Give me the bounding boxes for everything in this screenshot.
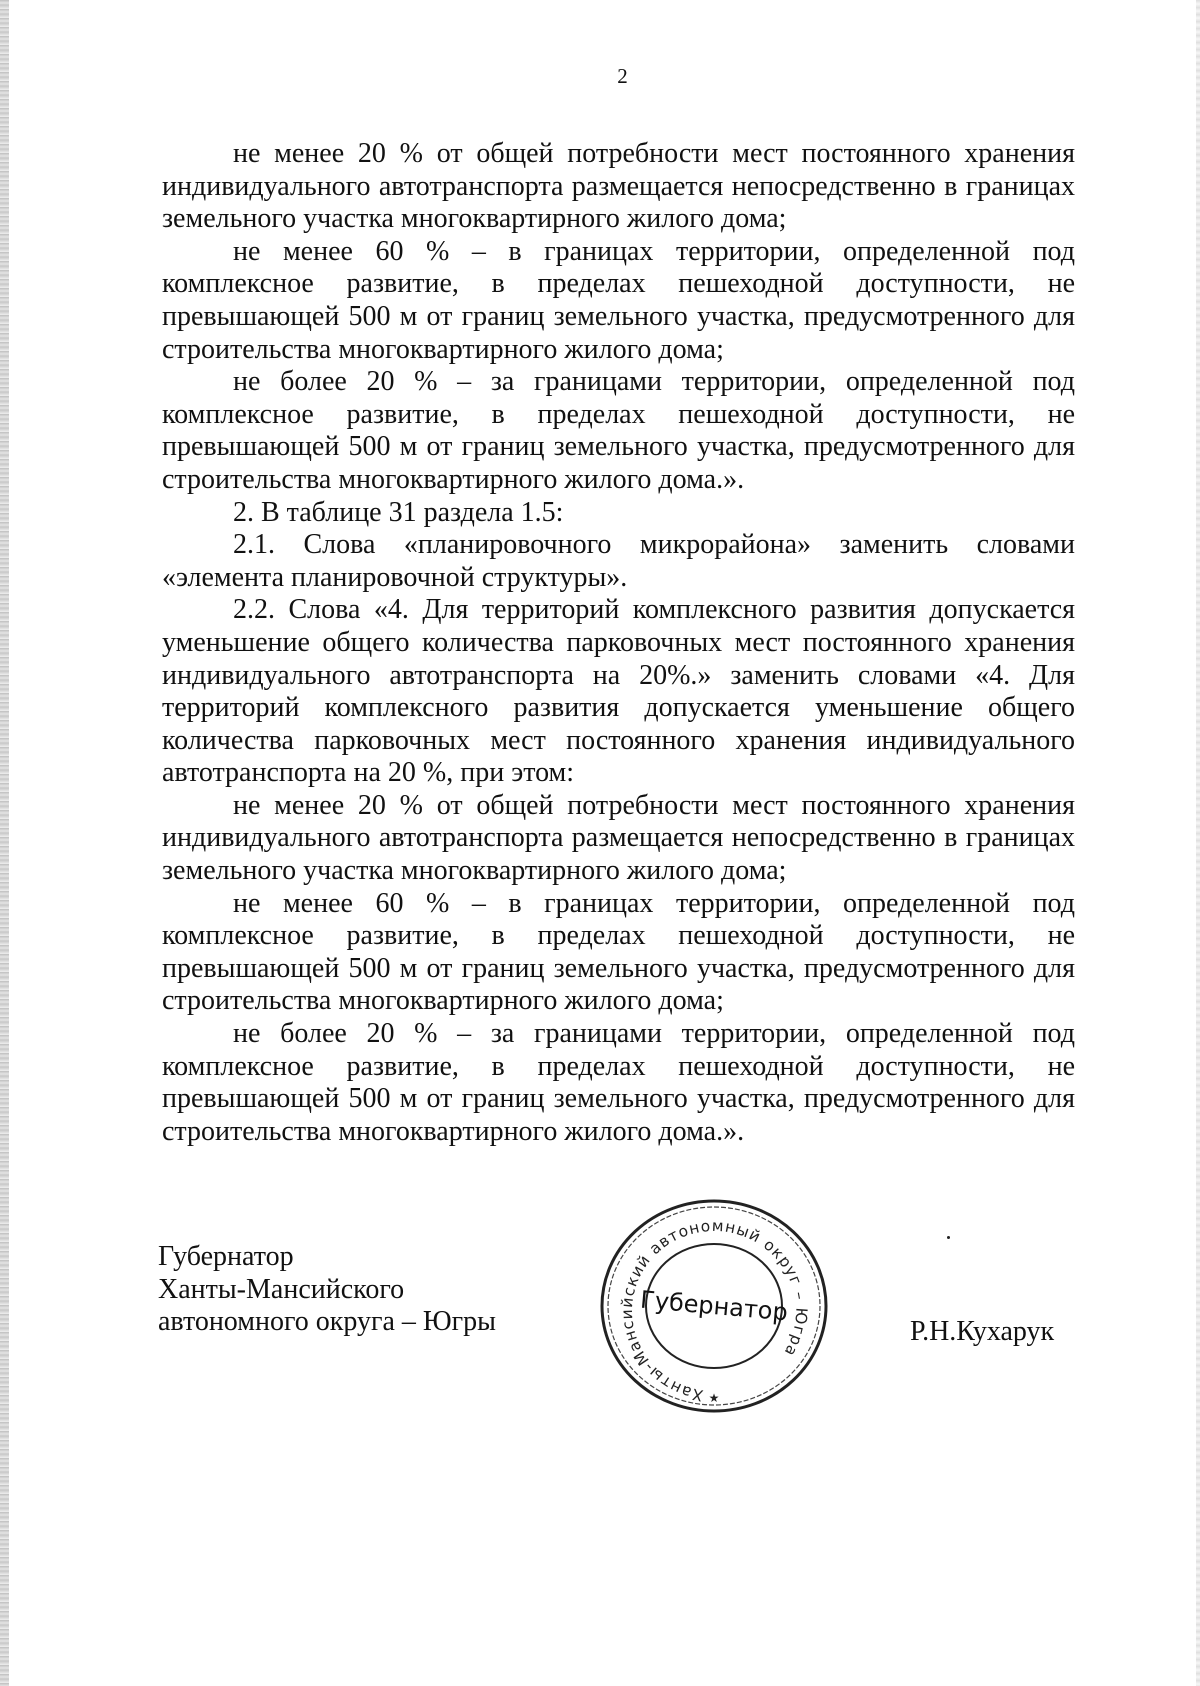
seal-star-icon: ★ <box>708 1391 720 1405</box>
scan-edge-left <box>0 0 9 1686</box>
paragraph-2: не менее 60 % – в границах территории, определенной под комплексное развитие, в пределах пешеходной доступности, не превышающей 500 м от границ земельного участка, предусмотренного для строительства многоквартирного жилого дома; <box>162 235 1075 365</box>
signatory-title-line-1: Губернатор <box>158 1241 294 1272</box>
signatory-title-line-2: Ханты-Мансийского <box>158 1273 405 1305</box>
signatory-name: Р.Н.Кухарук <box>910 1316 1055 1347</box>
paragraph-5: 2.1. Слова «планировочного микрорайона» заменить словами «элемента планировочной структуры». <box>162 529 1075 593</box>
official-seal <box>598 1196 830 1416</box>
signatory-title <box>158 1241 496 1339</box>
signatory-title-line-3: автономного округа – Югры <box>158 1306 496 1338</box>
paragraph-8: не менее 60 % – в границах территории, определенной под комплексное развитие, в пределах пешеходной доступности, не превышающей 500 м от границ земельного участка, предусмотренного для строительства многоквартирного жилого дома; <box>162 887 1075 1017</box>
seal-ring-text: Ханты-Мансийский автономный округ – Югра <box>617 1216 811 1405</box>
paragraph-3: не более 20 % – за границами территории, определенной под комплексное развитие, в пределах пешеходной доступности, не превышающей 500 м от границ земельного участка, предусмотренного для строительства многоквартирного жилого дома.». <box>162 366 1075 495</box>
ink-dot <box>947 1236 950 1239</box>
page-number: 2 <box>617 64 628 88</box>
seal-center-text: Губернатор <box>639 1285 789 1327</box>
paragraph-6: 2.2. Слова «4. Для территорий комплексного развития допускается уменьшение общего количества парковочных мест постоянного хранения индивидуального автотранспорта на 20%.» заменить словами «4. Для территорий комплексного развития допускается уменьшение общего количества парковочных мест постоянного хранения индивидуального автотранспорта на 20 %, при этом: <box>162 594 1075 789</box>
paragraph-1: не менее 20 % от общей потребности мест постоянного хранения индивидуального автотранспорта размещается непосредственно в границах земельного участка многоквартирного жилого дома; <box>162 138 1075 235</box>
paragraph-9: не более 20 % – за границами территории, определенной под комплексное развитие, в пределах пешеходной доступности, не превышающей 500 м от границ земельного участка, предусмотренного для строительства многоквартирного жилого дома.». <box>162 1018 1075 1147</box>
document-body <box>162 138 1075 1148</box>
scan-edge-right <box>1196 0 1200 1686</box>
paragraph-7: не менее 20 % от общей потребности мест постоянного хранения индивидуального автотранспорта размещается непосредственно в границах земельного участка многоквартирного жилого дома; <box>162 789 1075 887</box>
paragraph-4: 2. В таблице 31 раздела 1.5: <box>233 496 564 528</box>
